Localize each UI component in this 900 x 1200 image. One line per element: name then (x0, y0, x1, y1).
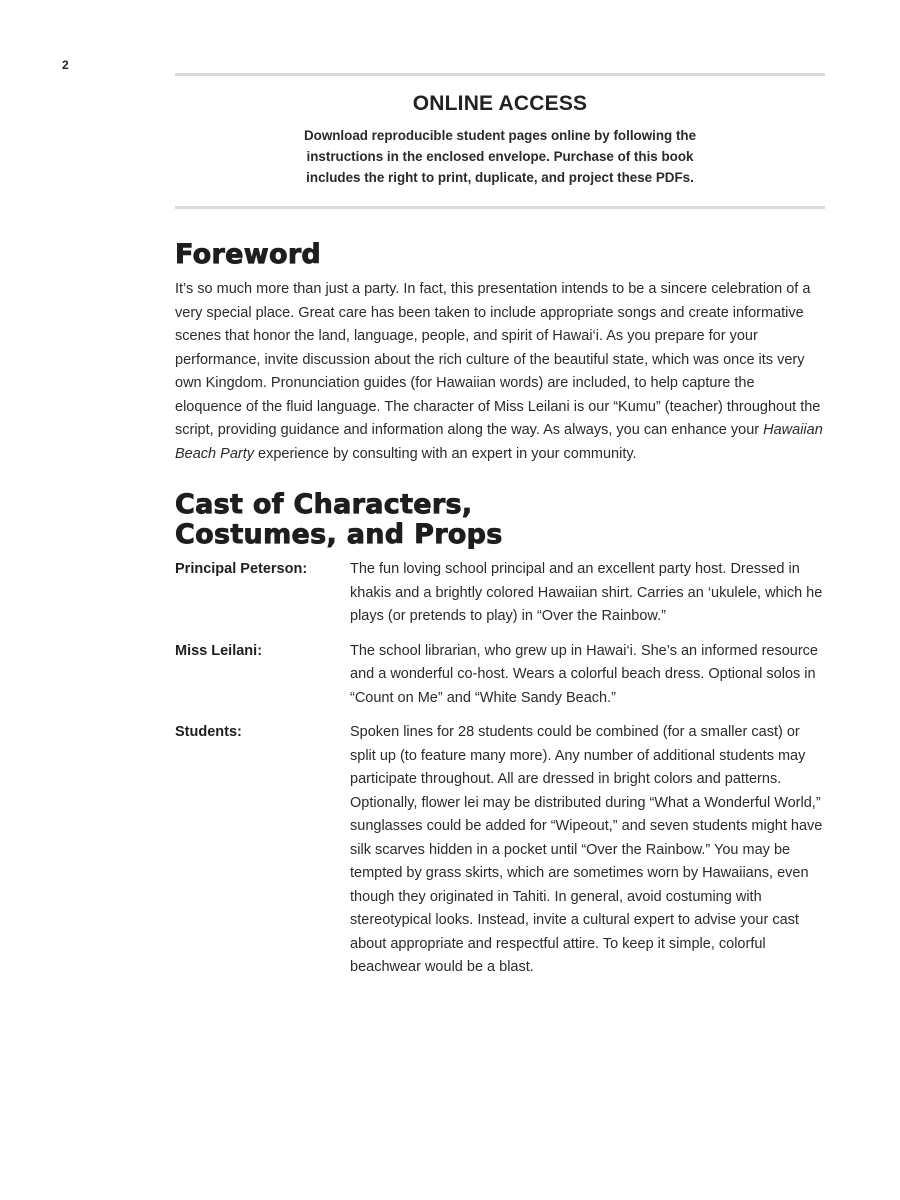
cast-description: The school librarian, who grew up in Hawai‘i. She’s an informed resource and a wonderful co-host. Wears a colorful beach dress. Optional solos in “Count on Me” and “White Sandy Beach.” (350, 642, 818, 706)
cast-row-miss-leilani (175, 640, 825, 711)
foreword-paragraph (175, 278, 825, 466)
online-access-line: instructions in the enclosed envelope. Purchase of this book (306, 149, 694, 164)
online-access-box (175, 73, 825, 209)
book-title-italic: Hawaiian Beach Party (175, 422, 823, 462)
cast-description: Spoken lines for 28 students could be combined (for a smaller cast) or split up (to feature many more). Any number of additional students may participate throughout. All are dressed in bright colors and patterns. Optionally, flower lei may be distributed during “What a Wonderful World,” sunglasses could be added for “Wipeout,” and seven students might have silk scarves hidden in a pocket until “Over the Rainbow.” You may be tempted by grass skirts, which are sometimes worn by Hawaiians, even though they originated in Tahiti. In general, avoid costuming with stereotypical looks. Instead, invite a cultural expert to advise your cast about appropriate and respectful attire. To keep it simple, colorful beachwear would be a blast. (350, 724, 823, 975)
cast-name: Students: (175, 724, 242, 740)
online-access-title: ONLINE ACCESS (412, 92, 588, 115)
main-content (175, 240, 825, 991)
cast-row-principal (175, 558, 825, 629)
online-access-line: Download reproducible student pages online by following the (303, 128, 697, 143)
cast-heading-line: Cast of Characters, (175, 489, 473, 520)
online-access-line: includes the right to print, duplicate, and project these PDFs. (306, 170, 694, 185)
cast-heading-line: Costumes, and Props (175, 519, 503, 550)
cast-heading (175, 490, 825, 550)
online-access-text (265, 125, 735, 188)
foreword-text-end: experience by consulting with an expert in your community. (254, 445, 637, 462)
page-number: 2 (62, 58, 69, 72)
foreword-text-start: It’s so much more than just a party. In fact, this presentation intends to be a sincere celebration of a very special place. Great care has been taken to include appropriate songs and create informative scenes that honor the land, language, people, and spirit of Hawai‘i. As you prepare for your performance, invite discussion about the rich culture of the beautiful state, which was once its very own Kingdom. Pronunciation guides (for Hawaiian words) are included, to help capture the eloquence of the fluid language. The character of Miss Leilani is our “Kumu” (teacher) throughout the script, providing guidance and information along the way. As always, you can enhance your (175, 281, 821, 438)
foreword-heading: Foreword (175, 239, 322, 270)
cast-description: The fun loving school principal and an excellent party host. Dressed in khakis and a brightly colored Hawaiian shirt. Carries an ‘ukulele, which he plays (or pretends to play) in “Over the Rainbow.” (350, 561, 823, 624)
cast-name: Principal Peterson: (175, 561, 308, 577)
cast-row-students (175, 721, 825, 980)
cast-name: Miss Leilani: (175, 642, 263, 659)
